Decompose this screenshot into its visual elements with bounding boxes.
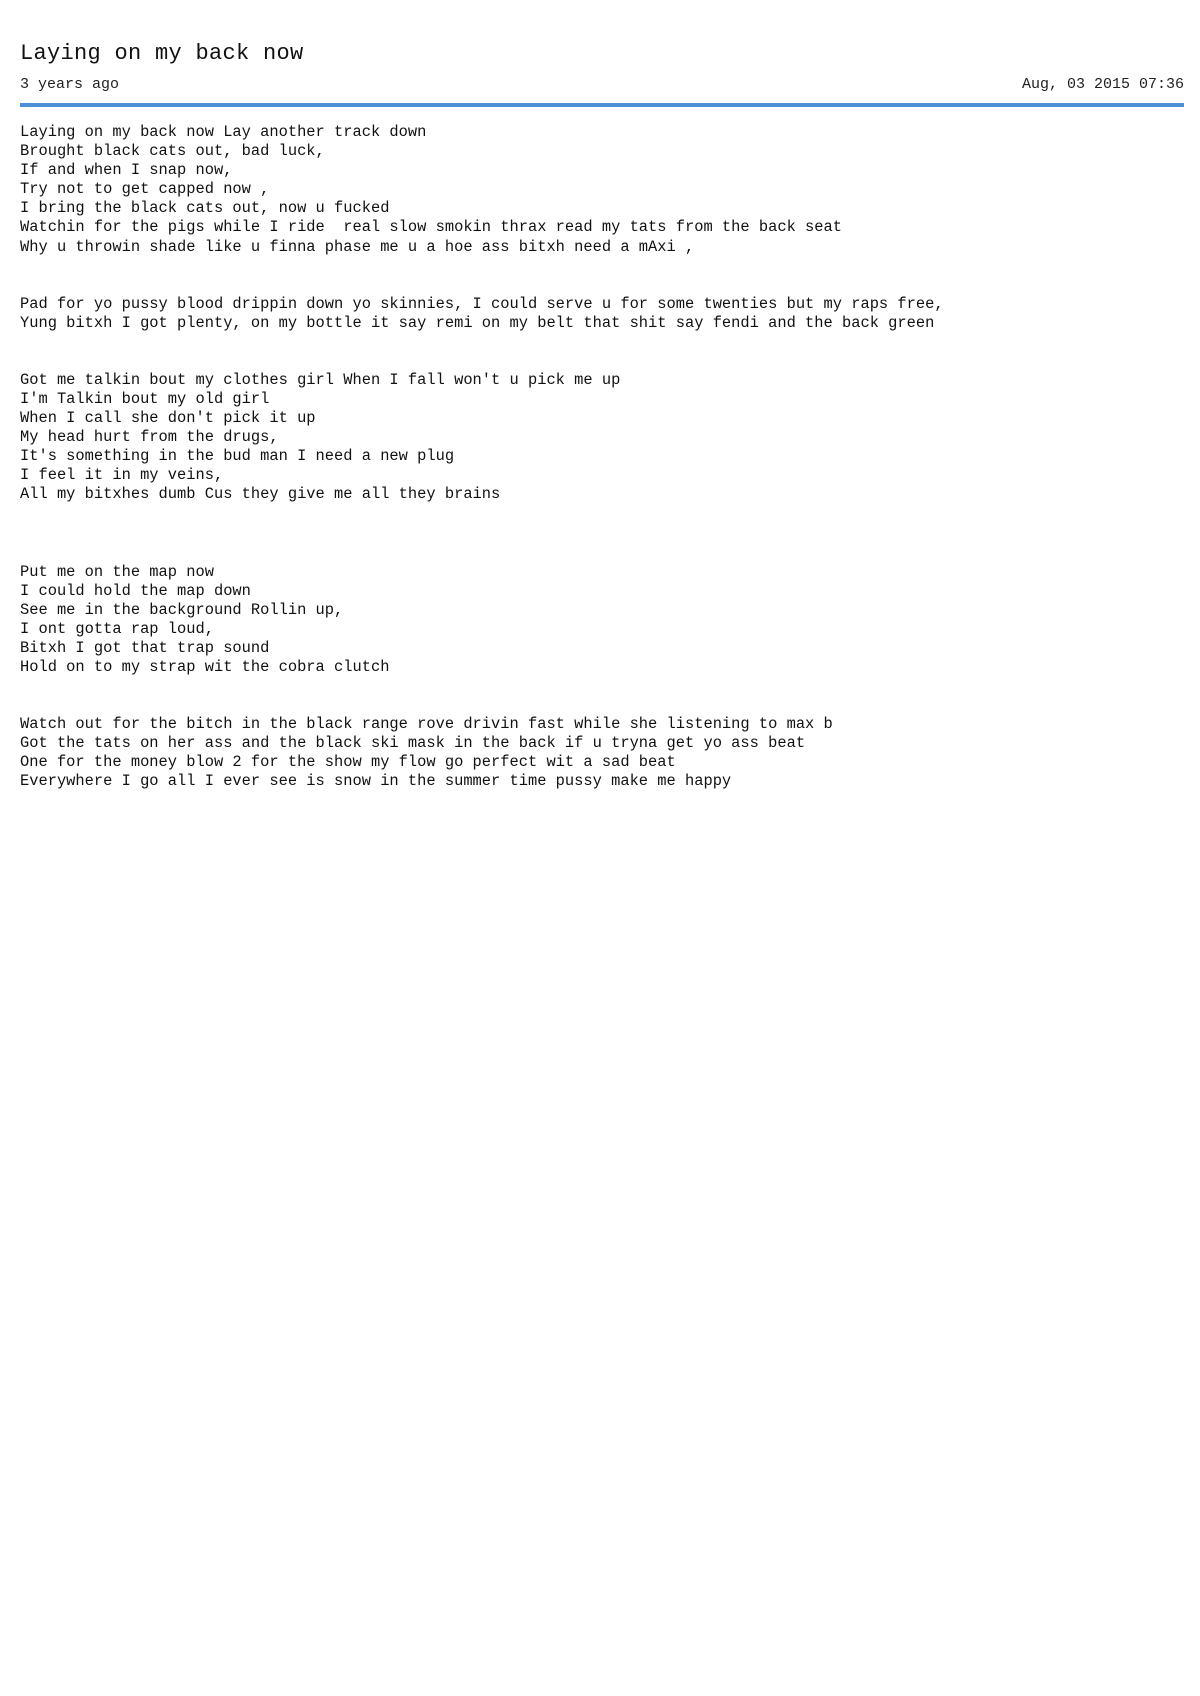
lyric-line: Laying on my back now Lay another track down (20, 123, 427, 141)
lyric-line: Pad for yo pussy blood drippin down yo skinnies, I could serve u for some twenties but my raps free, (20, 294, 944, 313)
stanza-3 (20, 371, 1184, 505)
lyrics-body (20, 123, 1184, 791)
stanza-5 (20, 715, 1184, 791)
stanza-4 (20, 563, 1184, 678)
lyric-line: Yung bitxh I got plenty, on my bottle it say remi on my belt that shit say fendi and the back green (20, 313, 935, 332)
lyric-line: Try not to get capped now , (20, 180, 270, 199)
lyrics-page (20, 0, 1184, 829)
lyric-line: Watchin for the pigs while I ride real slow smokin thrax read my tats from the back seat (20, 218, 842, 237)
lyric-line: Everywhere I go all I ever see is snow in the summer time pussy make me happy (20, 772, 732, 791)
lyric-line: I'm Talkin bout my old girl (20, 389, 270, 408)
lyric-line: Watch out for the bitch in the black range rove drivin fast while she listening to max b (20, 715, 833, 734)
stanza-2 (20, 295, 1184, 333)
relative-time: 3 years ago (20, 76, 120, 93)
lyric-line: I could hold the map down (20, 581, 251, 600)
lyric-line: Got the tats on her ass and the black ski mask in the back if u tryna get yo ass beat (20, 734, 806, 753)
lyric-line: It's something in the bud man I need a new plug (20, 447, 455, 466)
post-title: Laying on my back now (20, 41, 304, 66)
post-date: Aug, 03 2015 07:36 (1021, 76, 1184, 93)
lyric-line: I bring the black cats out, now u fucked (20, 199, 390, 218)
lyric-line: Put me on the map now (20, 562, 214, 581)
lyric-line: One for the money blow 2 for the show my flow go perfect wit a sad beat (20, 753, 676, 772)
lyric-line: Hold on to my strap wit the cobra clutch (20, 657, 390, 676)
stanza-1 (20, 123, 1184, 257)
lyric-line: All my bitxhes dumb Cus they give me all they brains (20, 485, 501, 504)
lyric-line: When I call she don't pick it up (20, 409, 316, 428)
lyric-line: I ont gotta rap loud, (20, 619, 214, 638)
lyric-line: See me in the background Rollin up, (20, 600, 344, 619)
lyric-line: Brought black cats out, bad luck, (20, 142, 325, 161)
post-meta (20, 76, 1184, 94)
lyric-line: My head hurt from the drugs, (20, 428, 279, 447)
lyric-line: Bitxh I got that trap sound (20, 638, 270, 657)
lyric-line: Why u throwin shade like u finna phase me u a hoe ass bitxh need a mAxi , (20, 237, 695, 256)
header-divider (20, 103, 1184, 107)
lyric-line: Got me talkin bout my clothes girl When I fall won't u pick me up (20, 370, 621, 389)
lyric-line: I feel it in my veins, (20, 466, 224, 485)
lyric-line: If and when I snap now, (20, 161, 233, 180)
